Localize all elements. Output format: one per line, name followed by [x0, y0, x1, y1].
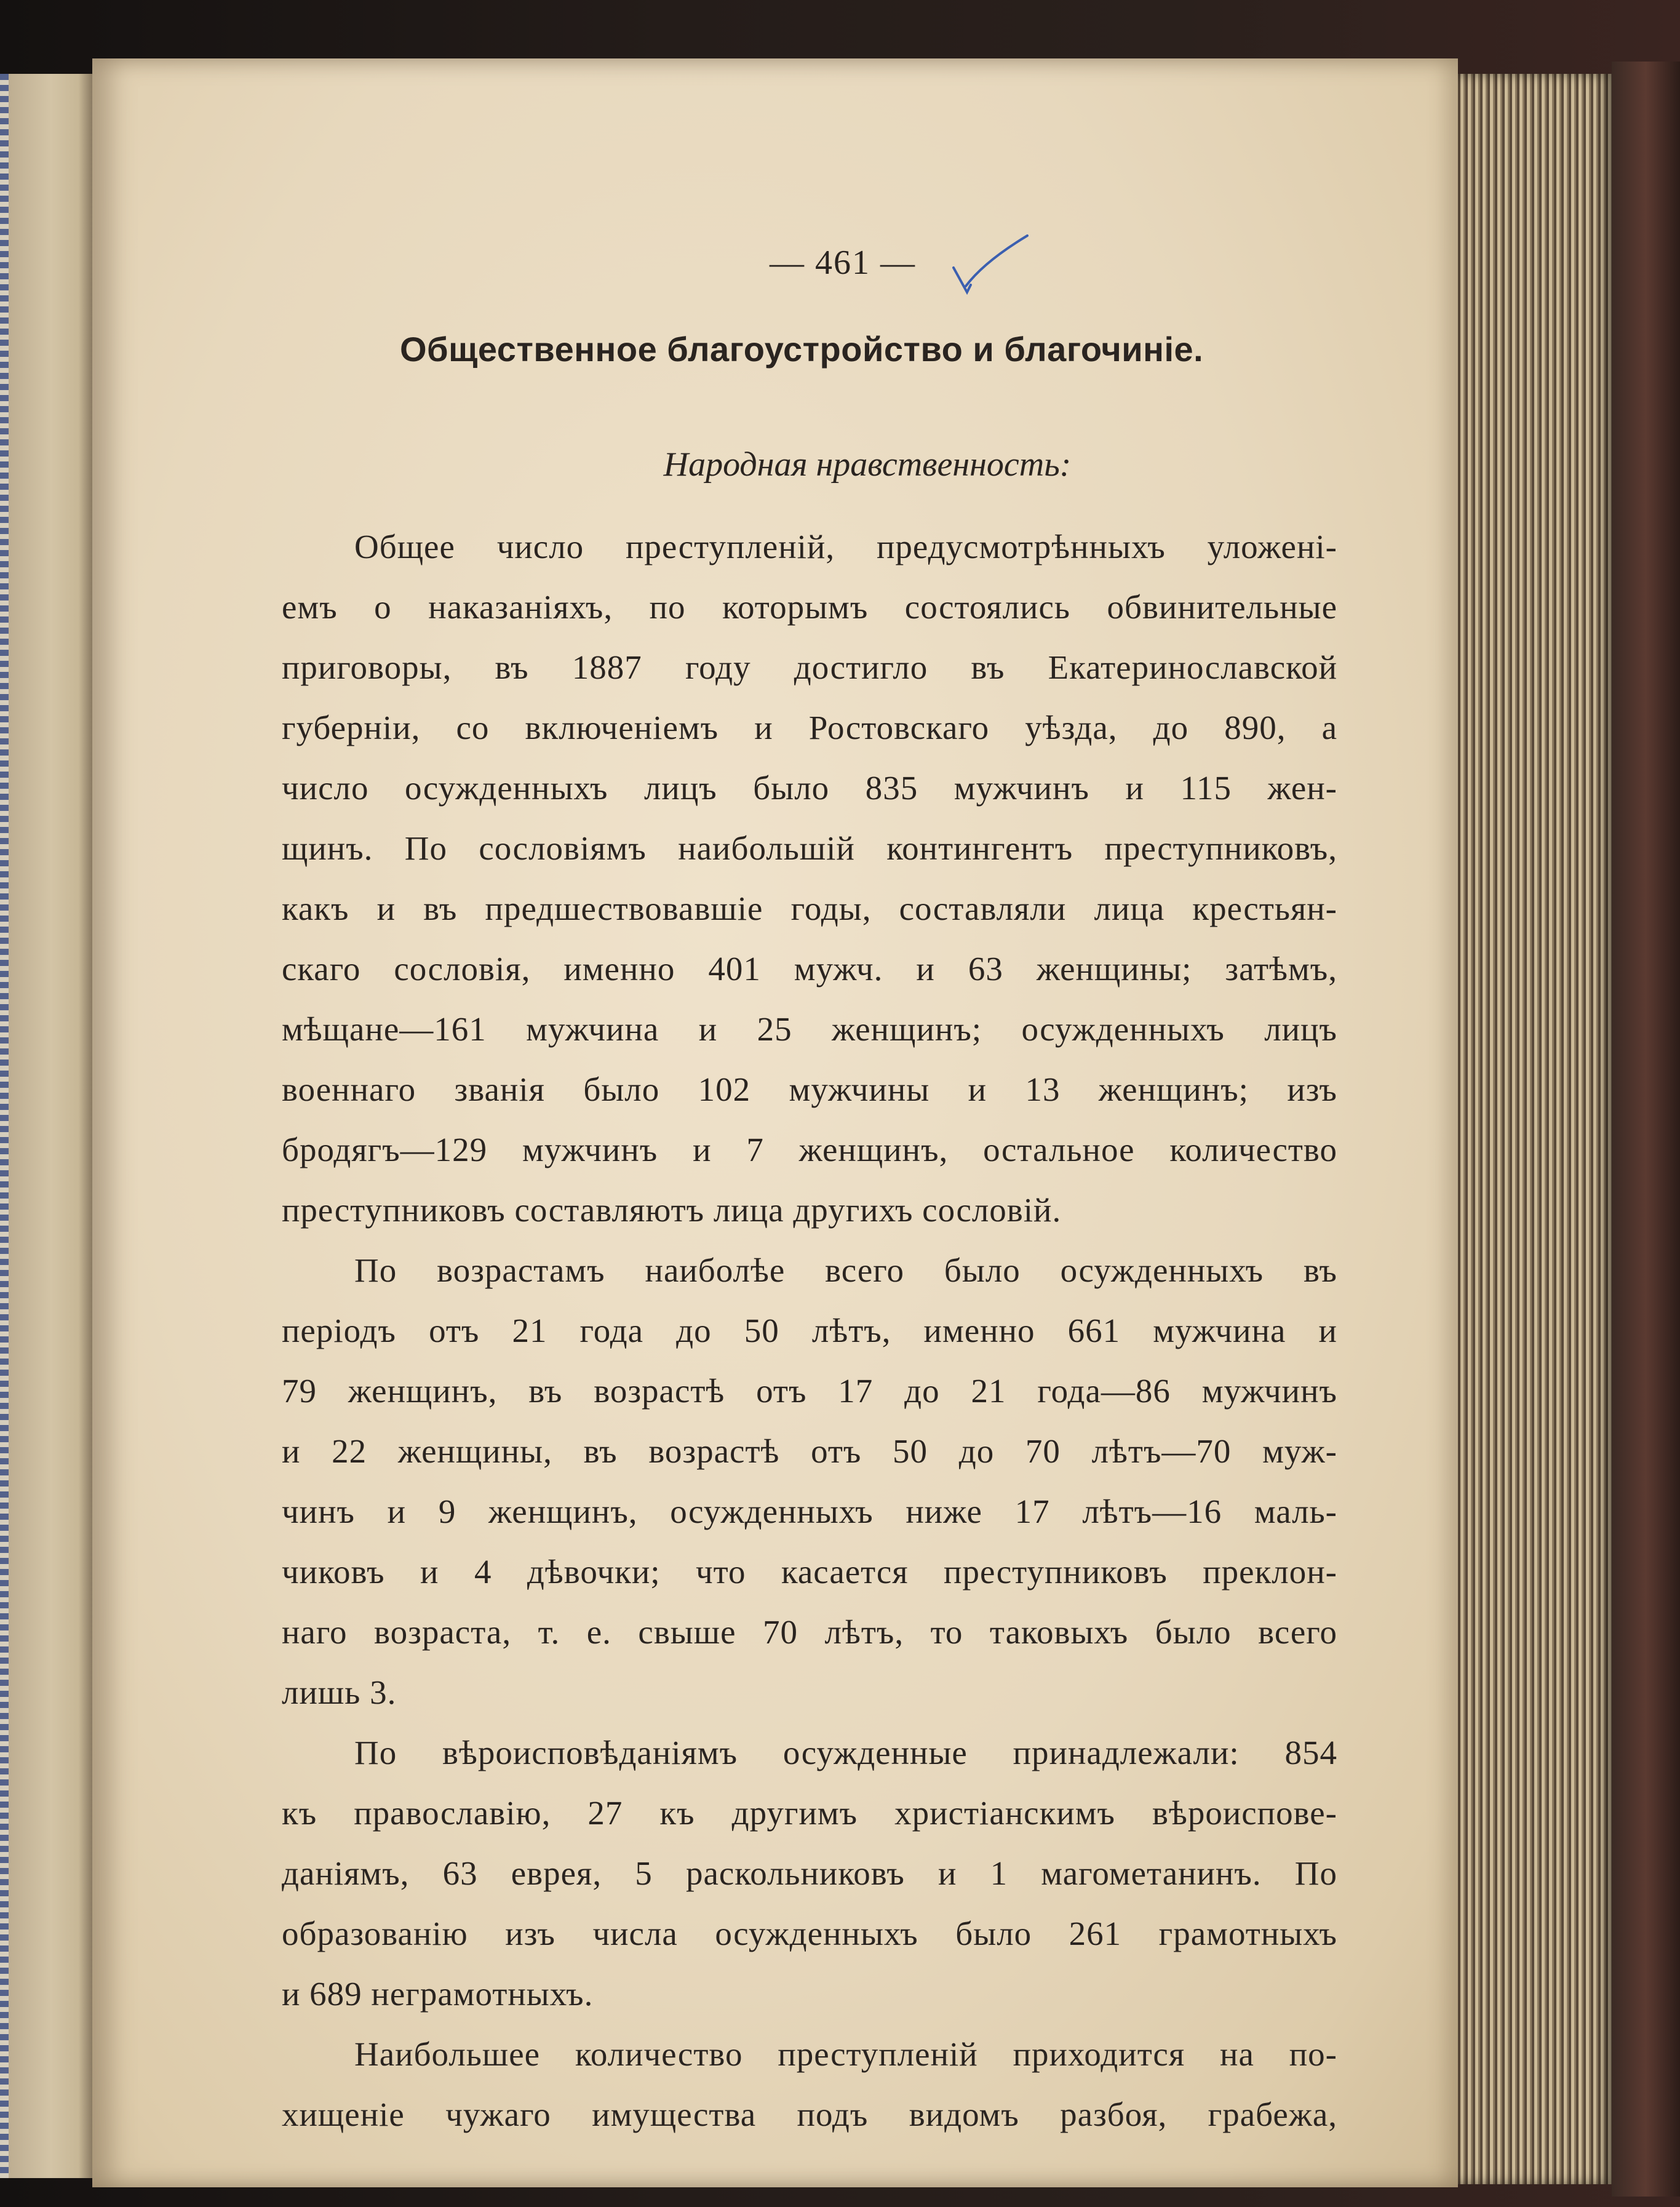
text-line: бродягъ—129 мужчинъ и 7 женщинъ, остальное количество	[282, 1131, 1337, 1168]
paragraph	[282, 1723, 1337, 2024]
text-line: Общее число преступленій, предусмотрѣнныхъ уложені-	[354, 528, 1337, 565]
section-title: Общественное благоустройство и благочиніе.	[400, 330, 1204, 369]
book-cover-edge	[1612, 62, 1680, 2197]
page-content	[92, 58, 1458, 2187]
text-line: и 689 неграмотныхъ.	[282, 1975, 594, 2013]
body-text	[282, 517, 1337, 2145]
previous-page-edge	[0, 74, 92, 2178]
text-line: наго возраста, т. е. свыше 70 лѣтъ, то таковыхъ было всего	[282, 1613, 1337, 1651]
marbled-page-edge	[0, 74, 9, 2178]
text-line: лишь 3.	[282, 1674, 397, 1711]
text-line: приговоры, въ 1887 году достигло въ Екатеринославской	[282, 649, 1337, 686]
text-line: губерніи, со включеніемъ и Ростовскаго уѣзда, до 890, а	[282, 709, 1337, 746]
text-line: къ православію, 27 къ другимъ христіанскимъ вѣроиспове-	[282, 1794, 1337, 1832]
text-line: періодъ отъ 21 года до 50 лѣтъ, именно 661 мужчина и	[282, 1312, 1337, 1349]
text-line: Наибольшее количество преступленій приходится на по-	[354, 2035, 1337, 2073]
text-line: преступниковъ составляютъ лица другихъ сословій.	[282, 1191, 1062, 1229]
text-line: и 22 женщины, въ возрастѣ отъ 50 до 70 лѣтъ—70 муж-	[282, 1432, 1337, 1470]
text-line: военнаго званія было 102 мужчины и 13 женщинъ; изъ	[282, 1071, 1337, 1108]
paragraph	[282, 517, 1337, 1240]
text-line: 79 женщинъ, въ возрастѣ отъ 17 до 21 года—86 мужчинъ	[282, 1372, 1337, 1410]
text-line: число осужденныхъ лицъ было 835 мужчинъ и 115 жен-	[282, 769, 1337, 807]
paragraph	[282, 2024, 1337, 2145]
text-line: емъ о наказаніяхъ, по которымъ состоялись обвинительные	[282, 588, 1337, 626]
text-line: чинъ и 9 женщинъ, осужденныхъ ниже 17 лѣтъ—16 маль-	[282, 1493, 1337, 1530]
text-line: чиковъ и 4 дѣвочки; что касается преступниковъ преклон-	[282, 1553, 1337, 1590]
paragraph	[282, 1240, 1337, 1723]
text-line: щинъ. По сословіямъ наибольшій контингентъ преступниковъ,	[282, 829, 1337, 867]
text-line: какъ и въ предшествовавшіе годы, составляли лица крестьян-	[282, 890, 1337, 927]
page-number: — 461 —	[770, 244, 916, 282]
subsection-title: Народная нравственность:	[663, 445, 1072, 484]
text-line: скаго сословія, именно 401 мужч. и 63 женщины; затѣмъ,	[282, 950, 1337, 988]
text-line: По вѣроисповѣданіямъ осужденные принадлежали: 854	[354, 1734, 1337, 1771]
text-line: мѣщане—161 мужчина и 25 женщинъ; осужденныхъ лицъ	[282, 1010, 1337, 1048]
text-line: даніямъ, 63 еврея, 5 раскольниковъ и 1 магометанинъ. По	[282, 1854, 1337, 1892]
text-line: По возрастамъ наиболѣе всего было осужденныхъ въ	[354, 1251, 1337, 1289]
stacked-page-edges	[1458, 74, 1612, 2184]
text-line: хищеніе чужаго имущества подъ видомъ разбоя, грабежа,	[282, 2096, 1337, 2133]
pencil-check-mark	[941, 231, 1033, 311]
text-line: образованію изъ числа осужденныхъ было 261 грамотныхъ	[282, 1915, 1337, 1952]
